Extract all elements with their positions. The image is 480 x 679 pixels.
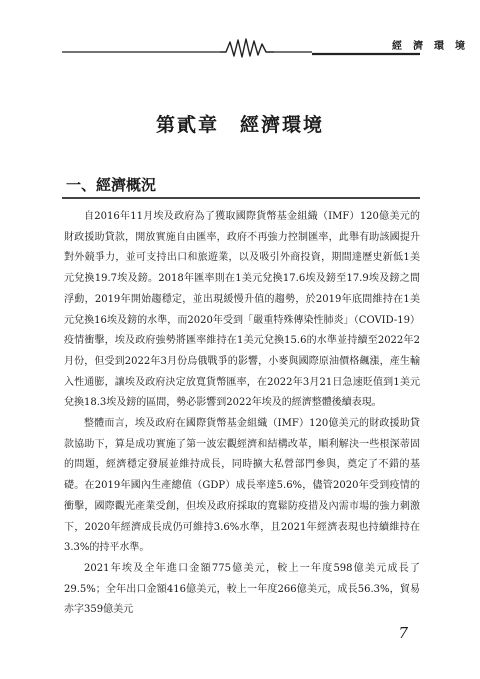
- paragraph: 2021年埃及全年進口金額775億美元，較上一年度598億美元成長了29.5%；全年出口金額416億美元，較上一年度266億美元，成長56.3%，貿易赤字359億美元: [64, 562, 420, 616]
- section-divider: [62, 197, 420, 199]
- body-text: [64, 207, 420, 621]
- section-heading: 一、經濟概況: [66, 176, 157, 194]
- paragraph: 自2016年11月埃及政府為了獲取國際貨幣基金組織（IMF）120億美元的財政援助貸款，開放實施自由匯率，政府不再強力控制匯率，此舉有助該國提升對外競爭力，並可支持出口和旅遊業，以及吸引外商投資，期間達歷史新低1美元兌換19.7埃及鎊。2018年匯率則在1美元兌換17.6埃及鎊至17.9埃及鎊之間浮動，2019年開始趨穩定，並出現緩慢升值的趨勢，於2019年底間維持在1美元兌換16埃及鎊的水準，而2020年受到「嚴重特殊傳染性肺炎」（COVID-19）疫情衝擊，埃及政府強勢將匯率維持在1美元兌換15.6的水準並持續至2022年2月份，但受到2022年3月份烏俄戰爭的影響，小麥與國際原油價格飆漲，產生輸入性通膨，讓埃及政府決定放寬貨幣匯率，在2022年3月21日急速貶值到1美元兌換18.3埃及鎊的區間，勢必影響到2022年埃及的經濟整體後續表現。: [64, 211, 420, 409]
- heartbeat-rule-icon: [62, 36, 420, 58]
- running-header: [62, 36, 476, 58]
- page-number: 7: [398, 624, 408, 642]
- paragraph: 整體而言，埃及政府在國際貨幣基金組織（IMF）120億美元的財政援助貸款協助下，算是成功實施了第一波宏觀經濟和結構改革，順利解決一些根深蒂固的問題，經濟穩定發展並維持成長，同時擴大私營部門參與，奠定了不錯的基礎。在2019年國內生產總值（GDP）成長率達5.6%，儘管2020年受到疫情的衝擊，國際觀光產業受創，但埃及政府採取的寬鬆防疫措及內需市場的強力刺激下，2020年經濟成長成仍可維持3.6%水準，且2021年經濟表現也持續維持在3.3%的持平水準。: [64, 418, 420, 554]
- chapter-title: 第貳章 經濟環境: [155, 114, 324, 136]
- running-title: 經濟環境: [392, 41, 476, 52]
